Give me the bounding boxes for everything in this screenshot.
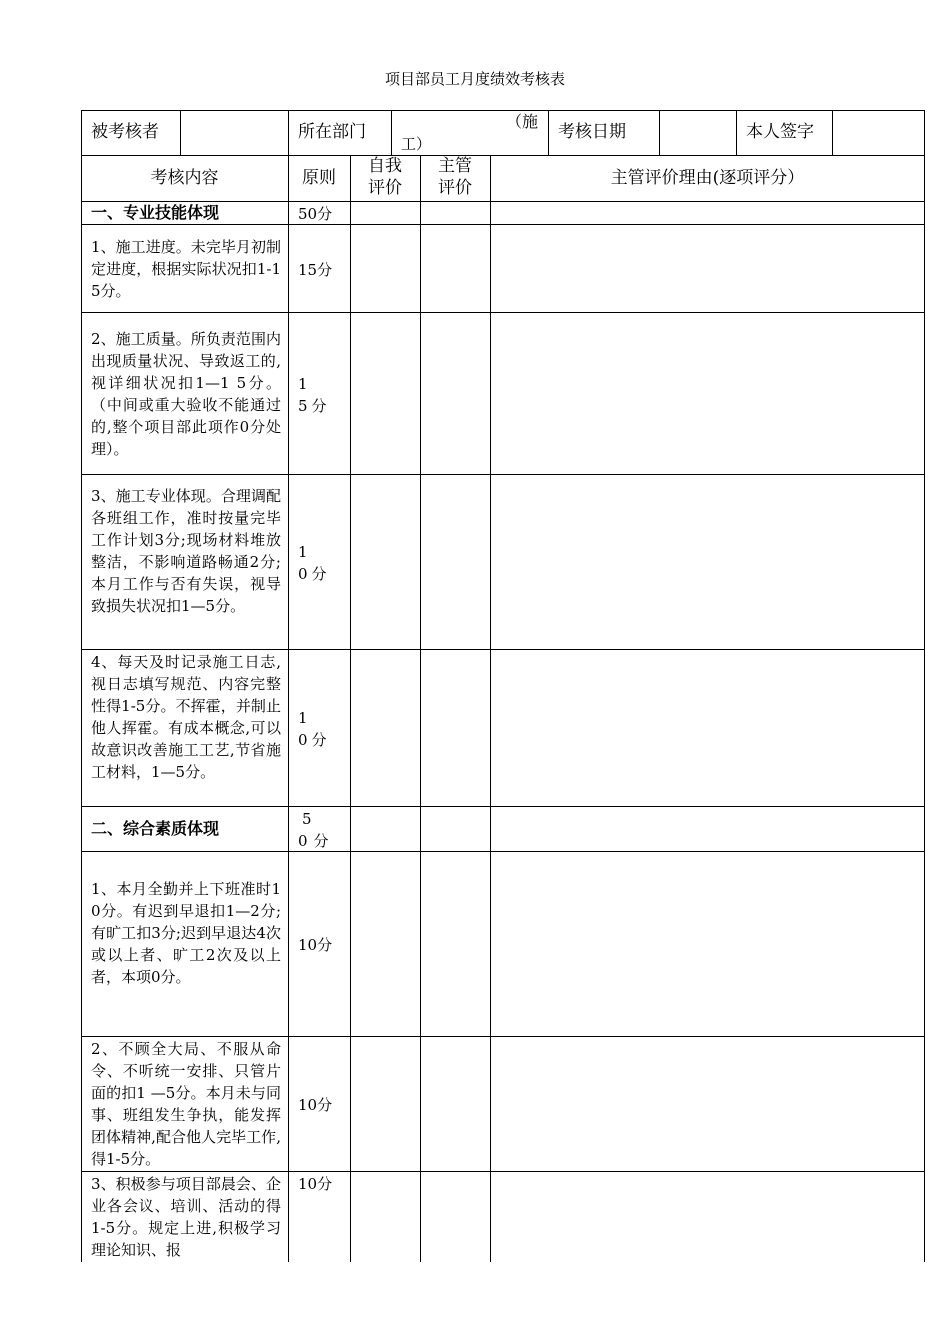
signature-value-field[interactable] [834,112,923,154]
page-title: 项目部员工月度绩效考核表 [384,70,565,88]
list-item: 4、每天及时记录施工日志,视日志填写规范、内容完整性得1-5分。不挥霍，并制止他人挥霍。有成本概念,可以故意识改善施工工艺,节省施工材料，1—5分。 [91,653,281,781]
section-heading: 二、综合素质体现 [91,819,220,838]
col-header-supervisor-eval-1: 主管 [438,156,472,176]
item-score: 1 5分 [298,375,331,415]
list-item: 2、施工质量。所负责范围内出现质量状况、导致返工的,视详细状况扣1—1 5分。（中间或重大验收不能通过的,整个项目部此项作0分处理）。 [91,330,281,458]
item-score: 1 0分 [298,709,331,749]
item-score: 1 0分 [298,543,331,583]
col-header-content: 考核内容 [150,168,219,188]
signature-label: 本人签字 [746,122,814,142]
list-item: 2、不顾全大局、不服从命令、不听统一安排、只管片面的扣1 —5分。本月未与同事、班组发生争执，能发挥团体精神,配合他人完毕工作,得1-5分。 [91,1040,281,1168]
section-heading: 一、专业技能体现 [91,203,220,222]
department-label: 所在部门 [298,122,366,142]
section-score: 50分 [298,205,333,223]
item-score: 10分 [298,1175,333,1193]
list-item: 1、施工进度。未完毕月初制定进度，根据实际状况扣1-1 5分。 [91,238,281,300]
item-score: 10分 [298,936,333,954]
list-item: 1、本月全勤并上下班准时1 0分。有迟到早退扣1—2分;有旷工扣3分;迟到早退达4次或以上者、旷工2次及以上者，本项0分。 [91,880,281,986]
department-value-rest: 工） [401,135,432,153]
col-header-principle: 原则 [302,168,336,188]
item-score: 10分 [298,1096,333,1114]
col-header-supervisor-eval-2: 评价 [438,178,472,198]
department-value-paren: （施 [506,112,539,131]
list-item: 3、施工专业体现。合理调配各班组工作，准时按量完毕工作计划3分;现场材料堆放整洁，不影响道路畅通2分;本月工作与否有失误，视导致损失状况扣1—5分。 [91,487,281,615]
examinee-value-field[interactable] [182,112,286,154]
section-score: 5 0分 [298,810,339,850]
date-label: 考核日期 [558,122,626,142]
list-item: 3、积极参与项目部晨会、企业各会议、培训、活动的得1-5分。规定上进,积极学习理论知识、报 [91,1175,281,1259]
col-header-reason: 主管评价理由(逐项评分） [610,168,805,188]
item-score: 15分 [298,261,333,279]
examinee-label: 被考核者 [91,122,159,142]
col-header-self-eval-1: 自我 [368,156,402,176]
date-value-field[interactable] [661,112,734,154]
col-header-self-eval-2: 评价 [368,178,402,198]
